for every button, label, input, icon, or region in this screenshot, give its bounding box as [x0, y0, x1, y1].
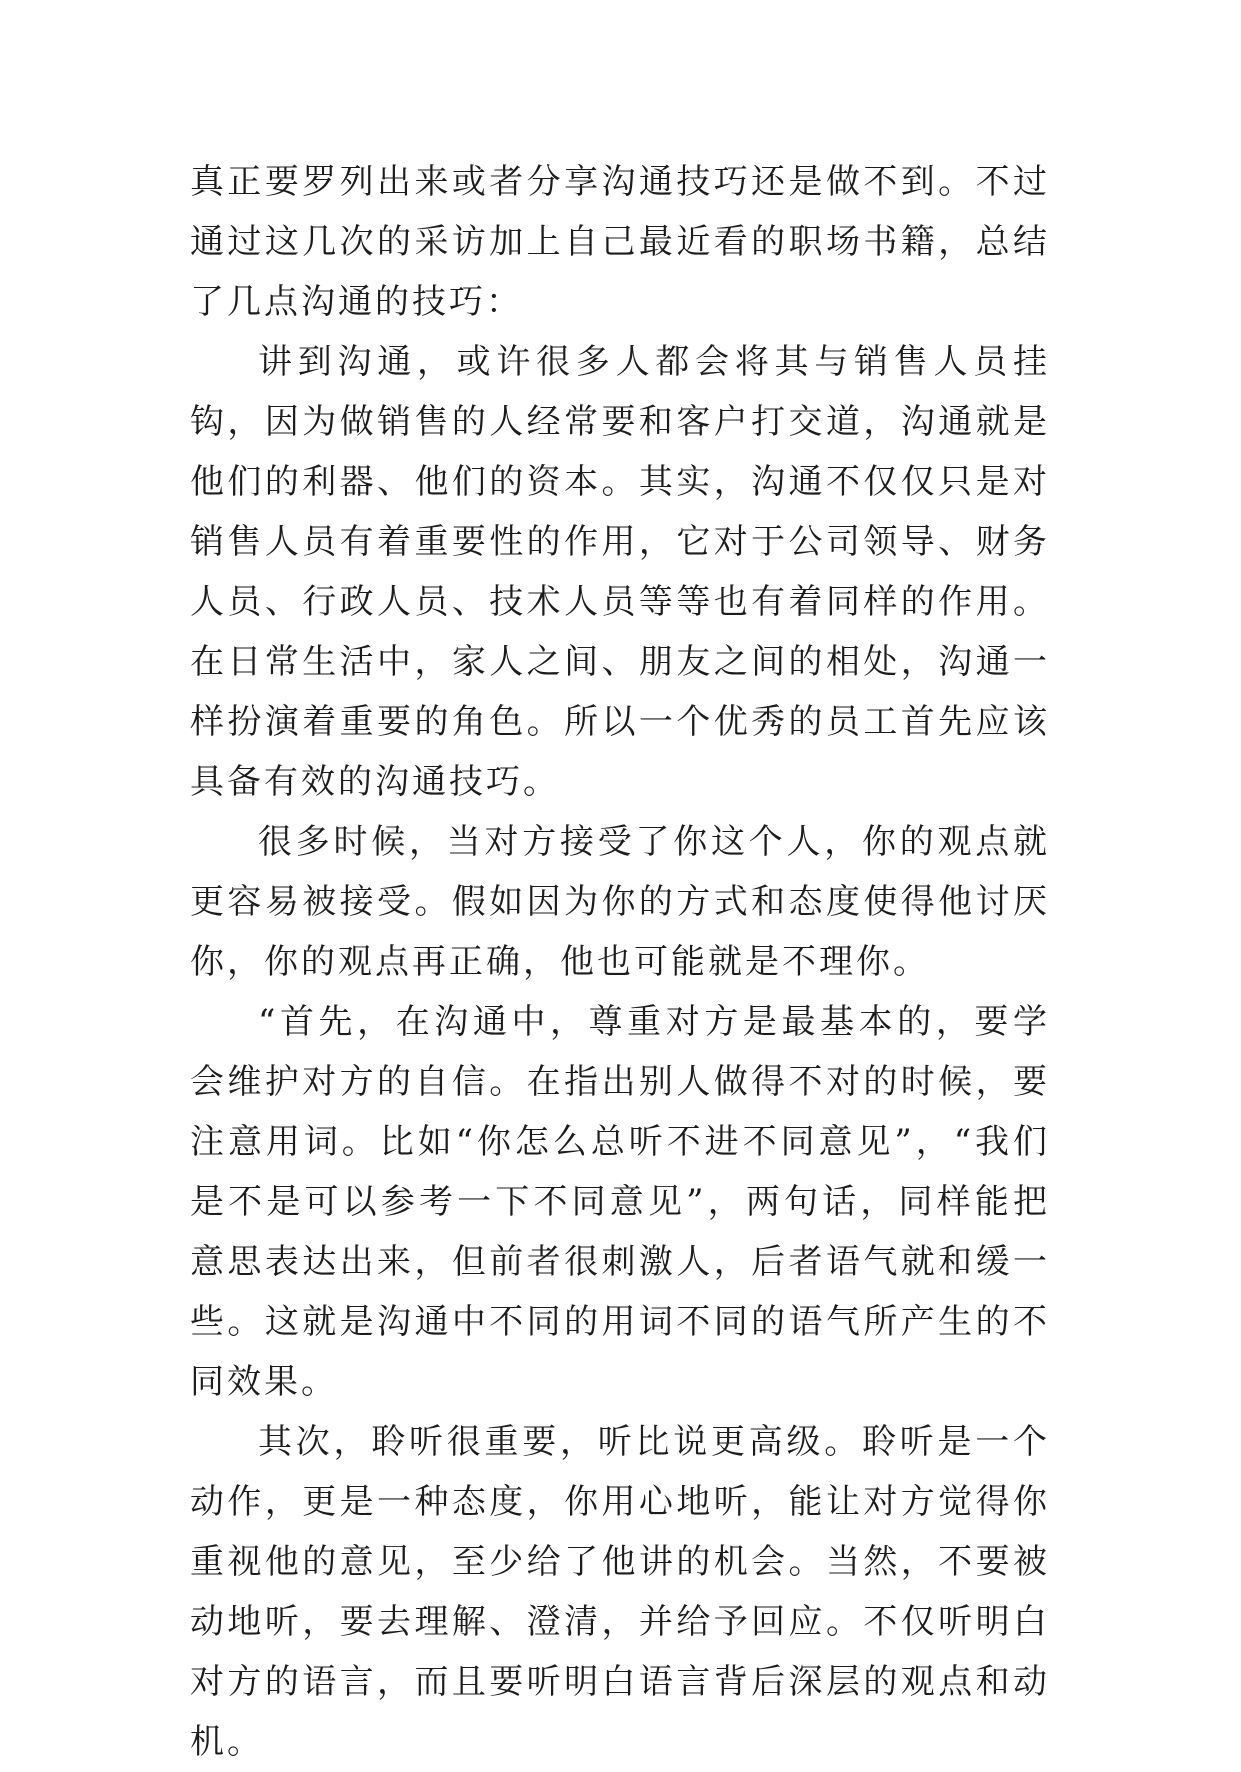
paragraph-intro: 真正要罗列出来或者分享沟通技巧还是做不到。不过通过这几次的采访加上自己最近看的职场书籍，总结了几点沟通的技巧：: [190, 162, 1050, 322]
paragraph-listening: 其次，聆听很重要，听比说更高级。聆听是一个动作，更是一种态度，你用心地听，能让对方觉得你重视他的意见，至少给了他讲的机会。当然，不要被动地听，要去理解、澄清，并给予回应。不仅听明白对方的语言，而且要听明白语言背后深层的观点和动机。: [190, 1422, 1050, 1762]
paragraph-respect: “首先，在沟通中，尊重对方是最基本的，要学会维护对方的自信。在指出别人做得不对的时候，要注意用词。比如“你怎么总听不进不同意见”，“我们是不是可以参考一下不同意见”，两句话，同样能把意思表达出来，但前者很刺激人，后者语气就和缓一些。这就是沟通中不同的用词不同的语气所产生的不同效果。: [190, 1002, 1050, 1402]
paragraph-communication-importance: 讲到沟通，或许很多人都会将其与销售人员挂钩，因为做销售的人经常要和客户打交道，沟通就是他们的利器、他们的资本。其实，沟通不仅仅只是对销售人员有着重要性的作用，它对于公司领导、财务人员、行政人员、技术人员等等也有着同样的作用。在日常生活中，家人之间、朋友之间的相处，沟通一样扮演着重要的角色。所以一个优秀的员工首先应该具备有效的沟通技巧。: [190, 342, 1050, 802]
paragraph-acceptance: 很多时候，当对方接受了你这个人，你的观点就更容易被接受。假如因为你的方式和态度使得他讨厌你，你的观点再正确，他也可能就是不理你。: [190, 822, 1050, 982]
document-body: [190, 152, 1050, 1772]
